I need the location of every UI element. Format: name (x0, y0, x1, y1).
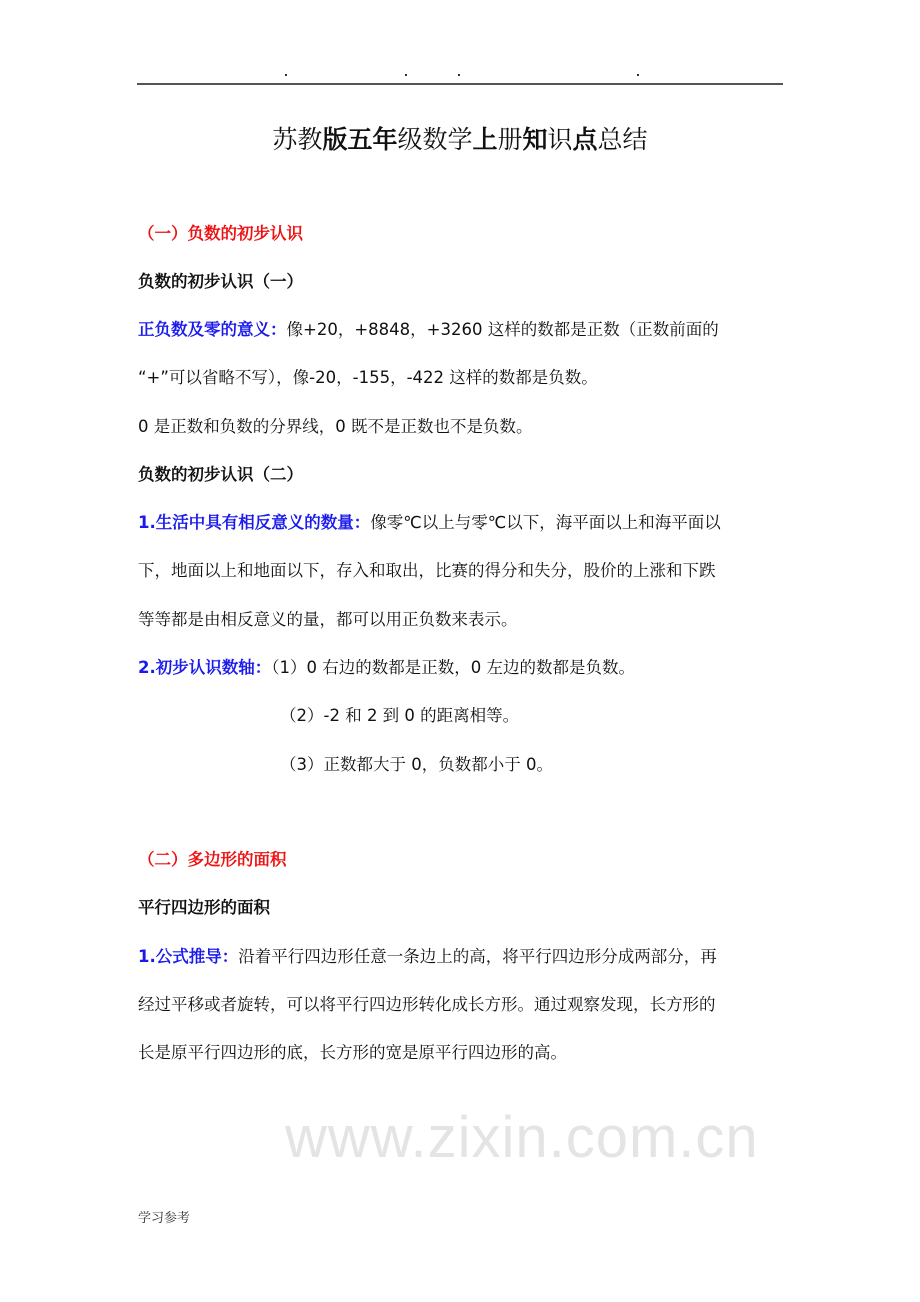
paragraph-line: 经过平移或者旋转，可以将平行四边形转化成长方形。通过观察发现，长方形的 (138, 995, 716, 1014)
paragraph-line: 2.初步认识数轴：（1）0 右边的数都是正数，0 左边的数都是负数。 (138, 658, 635, 677)
paragraph-label: 2.初步认识数轴： (138, 658, 272, 677)
list-item: （2）-2 和 2 到 0 的距离相等。 (280, 706, 520, 725)
paragraph-line: 长是原平行四边形的底，长方形的宽是原平行四边形的高。 (138, 1043, 567, 1062)
watermark: www.zixin.com.cn (285, 1105, 759, 1170)
section-heading: （一）负数的初步认识 (138, 224, 303, 243)
subheading: 负数的初步认识（二） (138, 465, 303, 484)
paragraph-line: 0 是正数和负数的分界线，0 既不是正数也不是负数。 (138, 417, 533, 436)
list-item: （3）正数都大于 0，负数都小于 0。 (280, 755, 553, 774)
paragraph-label: 1.公式推导： (138, 947, 239, 966)
page-footer: 学习参考 (138, 1211, 191, 1226)
page-title: 苏教版五年级数学上册知识点总结 (272, 125, 648, 154)
paragraph-line: 正负数及零的意义：像+20，+8848，+3260 这样的数都是正数（正数前面的 (138, 320, 719, 339)
paragraph-line: “+”可以省略不写），像-20，-155，-422 这样的数都是负数。 (138, 368, 598, 387)
paragraph-label: 正负数及零的意义： (138, 320, 287, 339)
header-dots (0, 68, 920, 78)
header-rule (137, 83, 783, 85)
paragraph-label: 1.生活中具有相反意义的数量： (138, 513, 371, 532)
subheading: 平行四边形的面积 (138, 898, 270, 917)
subheading: 负数的初步认识（一） (138, 272, 303, 291)
section-heading: （二）多边形的面积 (138, 850, 287, 869)
paragraph-line: 1.公式推导：沿着平行四边形任意一条边上的高，将平行四边形分成两部分，再 (138, 947, 717, 966)
paragraph-line: 等等都是由相反意义的量，都可以用正负数来表示。 (138, 610, 518, 629)
paragraph-line: 下，地面以上和地面以下，存入和取出，比赛的得分和失分，股价的上涨和下跌 (138, 561, 716, 580)
paragraph-line: 1.生活中具有相反意义的数量：像零℃以上与零℃以下，海平面以上和海平面以 (138, 513, 721, 532)
